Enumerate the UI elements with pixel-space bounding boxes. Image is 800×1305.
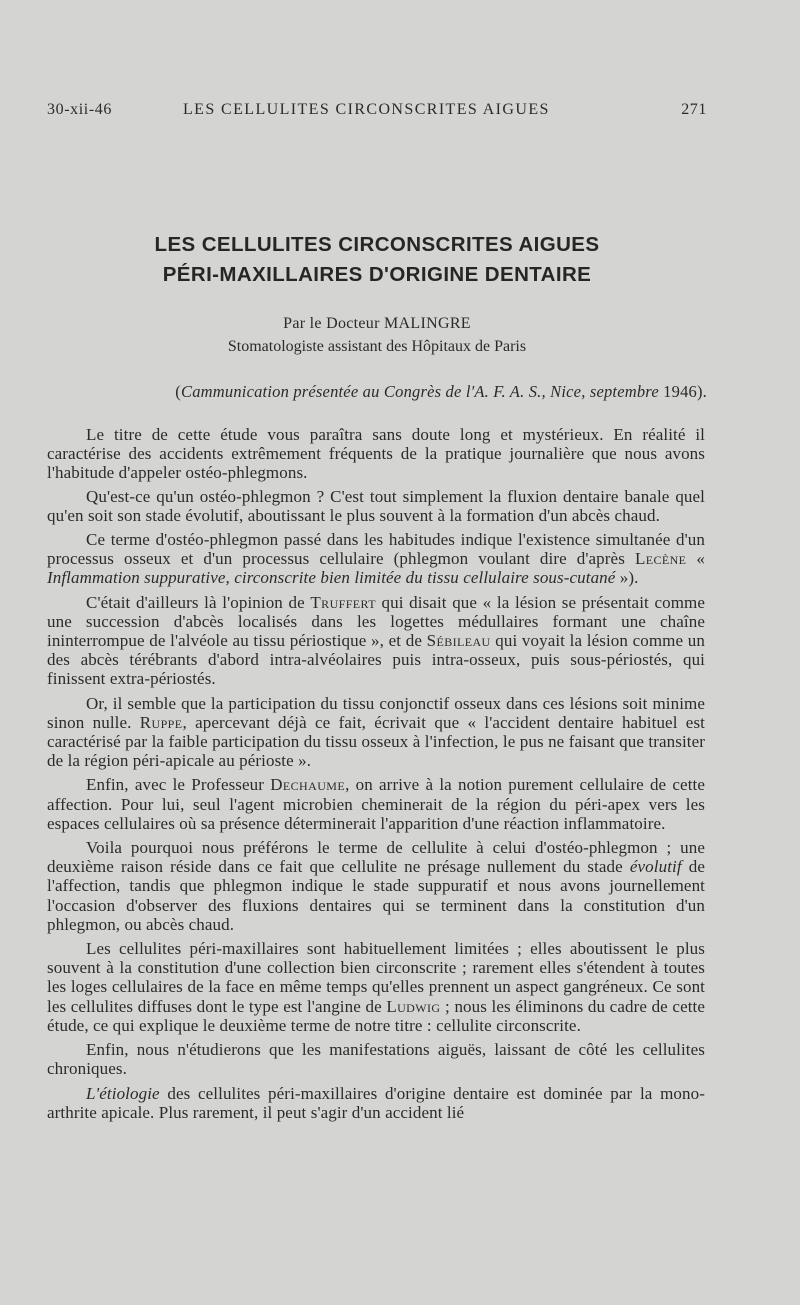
author-name-sebileau: Sébileau — [426, 631, 491, 651]
communication-open: ( — [175, 382, 181, 401]
paragraph-2: Qu'est-ce qu'un ostéo-phlegmon ? C'est tout simplement la fluxion dentaire banale quel qu'en soit son stade évolutif, aboutissant le plus souvent à la formation d'un abcès chaud. — [47, 486, 705, 525]
author-name-lecene: Lecène — [634, 549, 687, 569]
paragraph-7 — [47, 838, 705, 934]
paragraph-10-text-b: des cellulites péri-maxillaires d'origine dentaire est dominée par la mono-arthrite apicale. Plus rarement, il peut s'agir d'un accident lié — [47, 1083, 705, 1122]
paragraph-5 — [47, 694, 705, 771]
paragraph-10-italic: L'étiologie — [86, 1083, 160, 1103]
header-running-title: LES CELLULITES CIRCONSCRITES AIGUES — [183, 101, 550, 118]
paragraph-4-text-b: qui disait que « la lésion se présentait comme une succession d'abcès localisés dans les logettes médullaires formant une chaîne ininterrompue de l'alvéole au tissu périostique », et de — [47, 592, 705, 651]
article-title-block — [47, 230, 707, 358]
paragraph-5-text-a: Or, il semble que la participation du tissu conjonctif osseux dans ces lésions soit minime sinon nulle. — [47, 693, 705, 732]
paragraph-1: Le titre de cette étude vous paraîtra sans doute long et mystérieux. En réalité il caractérise des accidents extrêmement fréquents de la pratique journalière que nous avons l'habitude d'appeler ostéo-phlegmons. — [47, 425, 705, 483]
paragraph-3 — [47, 530, 705, 588]
paragraph-8-text-b: ; nous les éliminons du cadre de cette étude, ce qui explique le deuxième terme de notre titre : cellulite circonscrite. — [47, 996, 706, 1035]
paragraph-4 — [47, 593, 705, 689]
communication-note — [47, 382, 707, 402]
paragraph-6 — [47, 775, 705, 833]
article-body — [47, 425, 705, 1127]
paragraph-4-text-a: C'était d'ailleurs là l'opinion de — [86, 592, 311, 612]
paragraph-10 — [47, 1084, 705, 1122]
article-title-line-2: PÉRI-MAXILLAIRES D'ORIGINE DENTAIRE — [162, 263, 592, 286]
author-name-ludwig: Ludwig — [386, 996, 441, 1016]
paragraph-7-text-a: Voila pourquoi nous préférons le terme de cellulite à celui d'ostéo-phlegmon ; une deuxième raison réside dans ce fait que cellulite ne présage nullement du stade — [47, 838, 705, 877]
author-name-dechaume: Dechaume — [270, 775, 346, 795]
paragraph-7-text-b: de l'affection, tandis que phlegmon indique le stade suppuratif et nous avons journellement l'occasion d'observer des fluxions dentaires qui se terminent dans la constitution d'un phlegmon, ou abcès chaud. — [47, 857, 705, 934]
communication-italic: Cammunication présentée au Congrès de l'A. F. A. S., Nice, septembre — [181, 382, 659, 401]
paragraph-6-text-a: Enfin, avec le Professeur — [86, 775, 271, 795]
paragraph-4-text-c: qui voyait la lésion comme un des abcès térébrants d'abord intra-alvéolaires puis intra-osseux, puis sous-périostés, qui finissent extra-périostés. — [47, 631, 705, 689]
paragraph-5-text-b: , apercevant déjà ce fait, écrivait que « l'accident dentaire habituel est caractérisé par la faible participation du tissu osseux à l'infection, le pus ne faisant que transiter de la région péri-apicale au périoste ». — [47, 712, 705, 771]
header-date: 30-xii-46 — [47, 101, 112, 118]
paragraph-7-italic: évolutif — [629, 857, 682, 877]
paragraph-9: Enfin, nous n'étudierons que les manifestations aiguës, laissant de côté les cellulites chroniques. — [47, 1040, 705, 1079]
article-title-line-1: LES CELLULITES CIRCONSCRITES AIGUES — [154, 233, 600, 256]
communication-year: 1946). — [658, 382, 707, 401]
paragraph-3-text-a: Ce terme d'ostéo-phlegmon passé dans les habitudes indique l'existence simultanée d'un processus osseux et d'un processus cellulaire (phlegmon voulant dire d'après — [47, 530, 705, 569]
paragraph-3-text-b: « — [686, 549, 706, 569]
author-byline: Par le Docteur MALINGRE — [283, 315, 471, 332]
page-number: 271 — [681, 101, 707, 118]
author-affiliation: Stomatologiste assistant des Hôpitaux de Paris — [227, 338, 527, 355]
paragraph-3-italic: Inflammation suppurative, circonscrite bien limitée du tissu cellulaire sous-cutané — [47, 568, 616, 588]
paragraph-6-text-b: , on arrive à la notion purement cellulaire de cette affection. Pour lui, seul l'agent microbien cheminerait de la région du péri-apex vers les espaces cellulaires où sa présence déterminerait l'apparition d'une réaction inflammatoire. — [47, 775, 705, 833]
author-name-ruppe: Ruppe — [139, 712, 183, 732]
paragraph-8 — [47, 939, 705, 1035]
paragraph-3-text-c: »). — [615, 568, 639, 588]
author-name-truffert: Truffert — [310, 592, 376, 612]
running-header — [47, 101, 707, 125]
paragraph-8-text-a: Les cellulites péri-maxillaires sont habituellement limitées ; elles aboutissent le plus souvent à la constitution d'une collection bien circonscrite ; rarement elles s'étendent à toutes les loges cellulaires de la face en même temps qu'elles prennent un aspect gangréneux. Ce sont les cellulites diffuses dont le type est l'angine de — [47, 939, 705, 1016]
